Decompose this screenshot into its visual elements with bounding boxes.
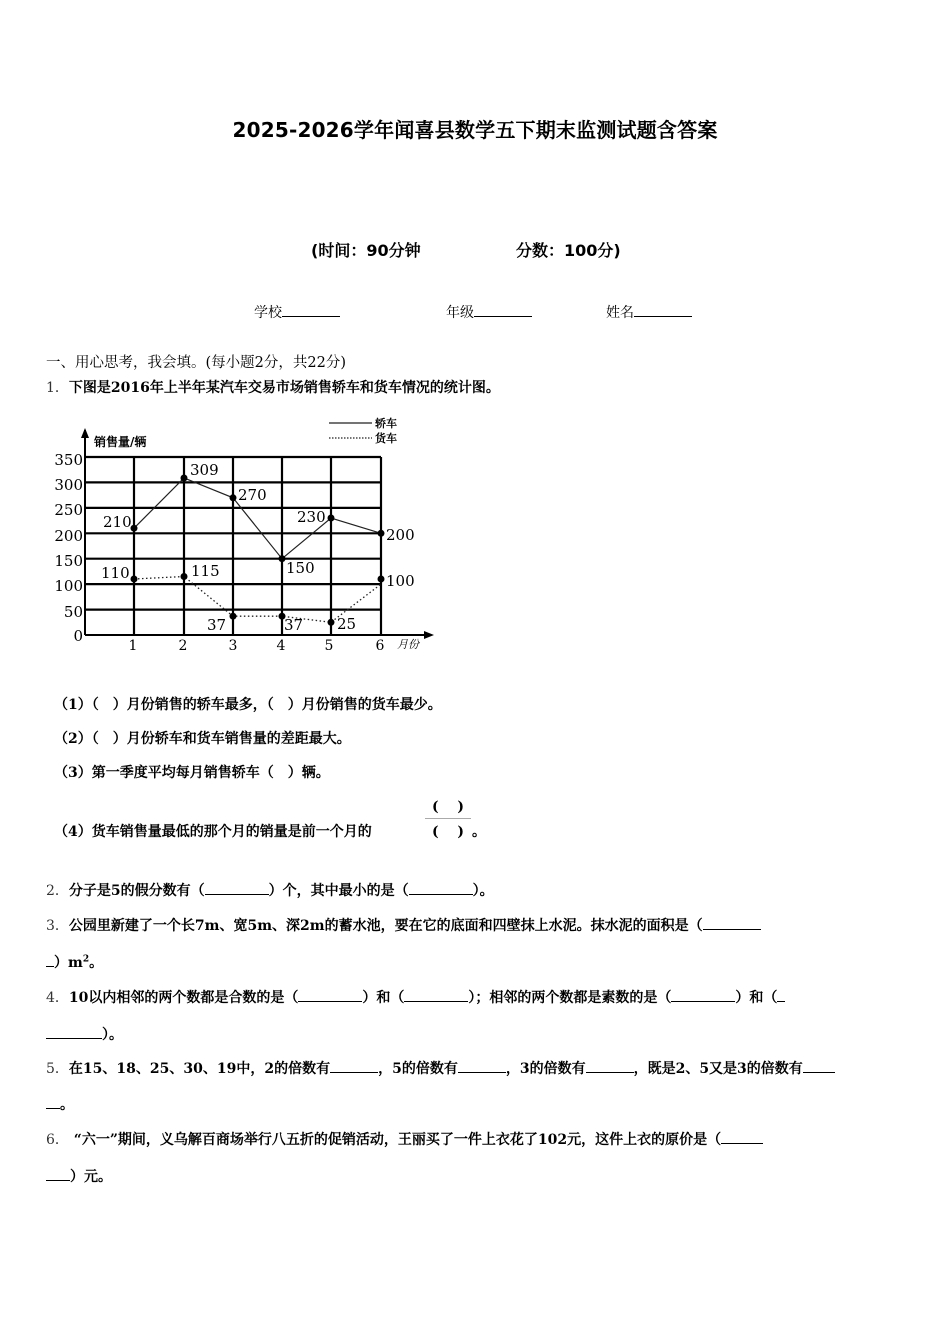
q3-text: 公园里新建了一个长7m、宽5m、深2m的蓄水池，要在它的底面和四壁抹上水泥。抹水泥的面积是（ (68, 918, 703, 934)
fraction-denominator[interactable]: ( ) (431, 824, 465, 840)
legend-truck: 货车 (375, 432, 397, 445)
svg-text:2: 2 (178, 638, 188, 654)
svg-text:5: 5 (324, 638, 334, 654)
q2-text-b: ）个，其中最小的是（ (268, 883, 409, 899)
svg-text:6: 6 (375, 638, 385, 654)
svg-text:300: 300 (54, 476, 83, 494)
q4-blank-4[interactable] (777, 987, 785, 1002)
q1-sub2: （2）（ ）月份轿车和货车销售量的差距最大。 (54, 731, 351, 747)
svg-text:200: 200 (386, 526, 415, 544)
q6-text: “六一”期间，义乌解百商场举行八五折的促销活动，王丽买了一件上衣花了102元，这件上衣的原价是（ (73, 1132, 722, 1148)
question-1 (46, 377, 500, 397)
name-field[interactable] (606, 302, 692, 322)
svg-text:0: 0 (73, 627, 83, 645)
chart-grid (85, 457, 381, 635)
svg-text:37: 37 (284, 616, 304, 634)
exam-score: 分数：100分) (516, 241, 621, 260)
svg-text:1: 1 (128, 638, 138, 654)
q5-end: 。 (60, 1097, 74, 1113)
question-4 (46, 987, 785, 1007)
q3-blank[interactable] (703, 915, 761, 930)
question-4-cont (46, 1024, 123, 1044)
svg-text:350: 350 (54, 451, 83, 469)
q2-text-c: ）。 (472, 883, 494, 899)
exam-time: (时间：90分钟 (311, 241, 421, 260)
question-number: 2． (46, 883, 69, 899)
x-tick-labels (129, 638, 385, 654)
q4-end: ）。 (102, 1027, 123, 1043)
svg-text:150: 150 (286, 559, 315, 577)
svg-text:309: 309 (190, 461, 219, 479)
legend-sedan: 轿车 (375, 417, 397, 430)
q5-text-a: 在15、18、25、30、19中，2的倍数有 (68, 1061, 331, 1077)
q5-text-d: ，既是2、5又是3的倍数有 (633, 1061, 803, 1077)
school-blank[interactable] (282, 302, 340, 317)
name-label: 姓名 (606, 305, 634, 321)
question-3 (46, 915, 761, 935)
q4-text-a: 10以内相邻的两个数都是合数的是（ (68, 990, 299, 1006)
svg-text:230: 230 (297, 508, 326, 526)
q4-blank-3[interactable] (671, 987, 735, 1002)
data-labels (101, 461, 415, 634)
question-number: 4． (46, 990, 69, 1006)
svg-text:3: 3 (228, 638, 238, 654)
q3-unit: ）m (54, 955, 83, 971)
svg-text:100: 100 (54, 577, 83, 595)
q5-text-c: ，3的倍数有 (505, 1061, 586, 1077)
q5-blank-3[interactable] (586, 1058, 634, 1073)
x-axis-label: 月份 (397, 638, 419, 651)
school-field[interactable] (254, 302, 340, 322)
name-blank[interactable] (634, 302, 692, 317)
q6-blank[interactable] (721, 1129, 763, 1144)
svg-text:50: 50 (63, 603, 83, 621)
school-label: 学校 (254, 305, 282, 321)
page-title: 2025-2026学年闻喜县数学五下期末监测试题含答案 (232, 118, 718, 142)
svg-text:37: 37 (207, 616, 227, 634)
svg-text:150: 150 (54, 552, 83, 570)
q5-blank-4-cont[interactable] (46, 1094, 60, 1109)
section-heading: 一、用心思考，我会填。(每小题2分，共22分) (46, 355, 346, 371)
svg-text:4: 4 (276, 638, 286, 654)
svg-text:250: 250 (54, 501, 83, 519)
question-5 (46, 1058, 835, 1078)
q6-end: ）元。 (70, 1169, 112, 1185)
svg-text:270: 270 (238, 486, 267, 504)
q5-blank-2[interactable] (458, 1058, 506, 1073)
grade-blank[interactable] (474, 302, 532, 317)
sales-line-chart (0, 400, 450, 660)
svg-text:210: 210 (103, 513, 132, 531)
question-text: 下图是2016年上半年某汽车交易市场销售轿车和货车情况的统计图。 (68, 380, 500, 396)
y-axis-label: 销售量/辆 (94, 435, 147, 449)
fraction-numerator[interactable]: ( ) (431, 799, 465, 815)
question-number: 5． (46, 1061, 69, 1077)
q3-end: 。 (89, 955, 104, 971)
q1-sub3: （3）第一季度平均每月销售轿车（ ）辆。 (54, 765, 330, 781)
grade-field[interactable] (446, 302, 532, 322)
q6-blank-cont[interactable] (46, 1166, 70, 1181)
fraction-bar (425, 818, 471, 819)
svg-text:25: 25 (337, 615, 357, 633)
q4-blank-4-cont[interactable] (46, 1024, 102, 1039)
q2-text-a: 分子是5的假分数有（ (68, 883, 205, 899)
q5-blank-1[interactable] (330, 1058, 378, 1073)
svg-text:115: 115 (191, 562, 220, 580)
q1-sub1: （1）（ ）月份销售的轿车最多，（ ）月份销售的货车最少。 (54, 697, 442, 713)
question-number: 6． (46, 1132, 69, 1148)
q4-blank-1[interactable] (298, 987, 362, 1002)
chart-legend (329, 416, 397, 445)
question-3-cont (46, 952, 103, 972)
q5-text-b: ，5的倍数有 (378, 1061, 458, 1077)
svg-text:110: 110 (101, 564, 130, 582)
question-number: 3． (46, 918, 69, 934)
q5-blank-4[interactable] (803, 1058, 835, 1073)
question-5-cont (46, 1094, 74, 1114)
y-tick-labels (54, 451, 83, 645)
q2-blank-1[interactable] (205, 880, 269, 895)
q1-sub4: （4）货车销售量最低的那个月的销量是前一个月的 (54, 824, 372, 840)
q4-text-b: ）和（ (362, 990, 405, 1006)
q4-text-c: ）；相邻的两个数都是素数的是（ (468, 990, 672, 1006)
q4-blank-2[interactable] (404, 987, 468, 1002)
question-6-cont (46, 1166, 112, 1186)
question-6 (46, 1129, 763, 1149)
grade-label: 年级 (446, 305, 474, 321)
question-2 (46, 880, 494, 900)
svg-text:100: 100 (386, 572, 415, 590)
svg-text:200: 200 (54, 527, 83, 545)
q1-sub4-end: 。 (472, 824, 486, 840)
q3-blank-cont[interactable] (46, 952, 54, 967)
q3-superscript: 2 (82, 954, 90, 965)
q2-blank-2[interactable] (409, 880, 473, 895)
q4-text-d: ）和（ (735, 990, 778, 1006)
question-number: 1． (46, 380, 69, 396)
fraction-answer[interactable] (425, 796, 471, 841)
